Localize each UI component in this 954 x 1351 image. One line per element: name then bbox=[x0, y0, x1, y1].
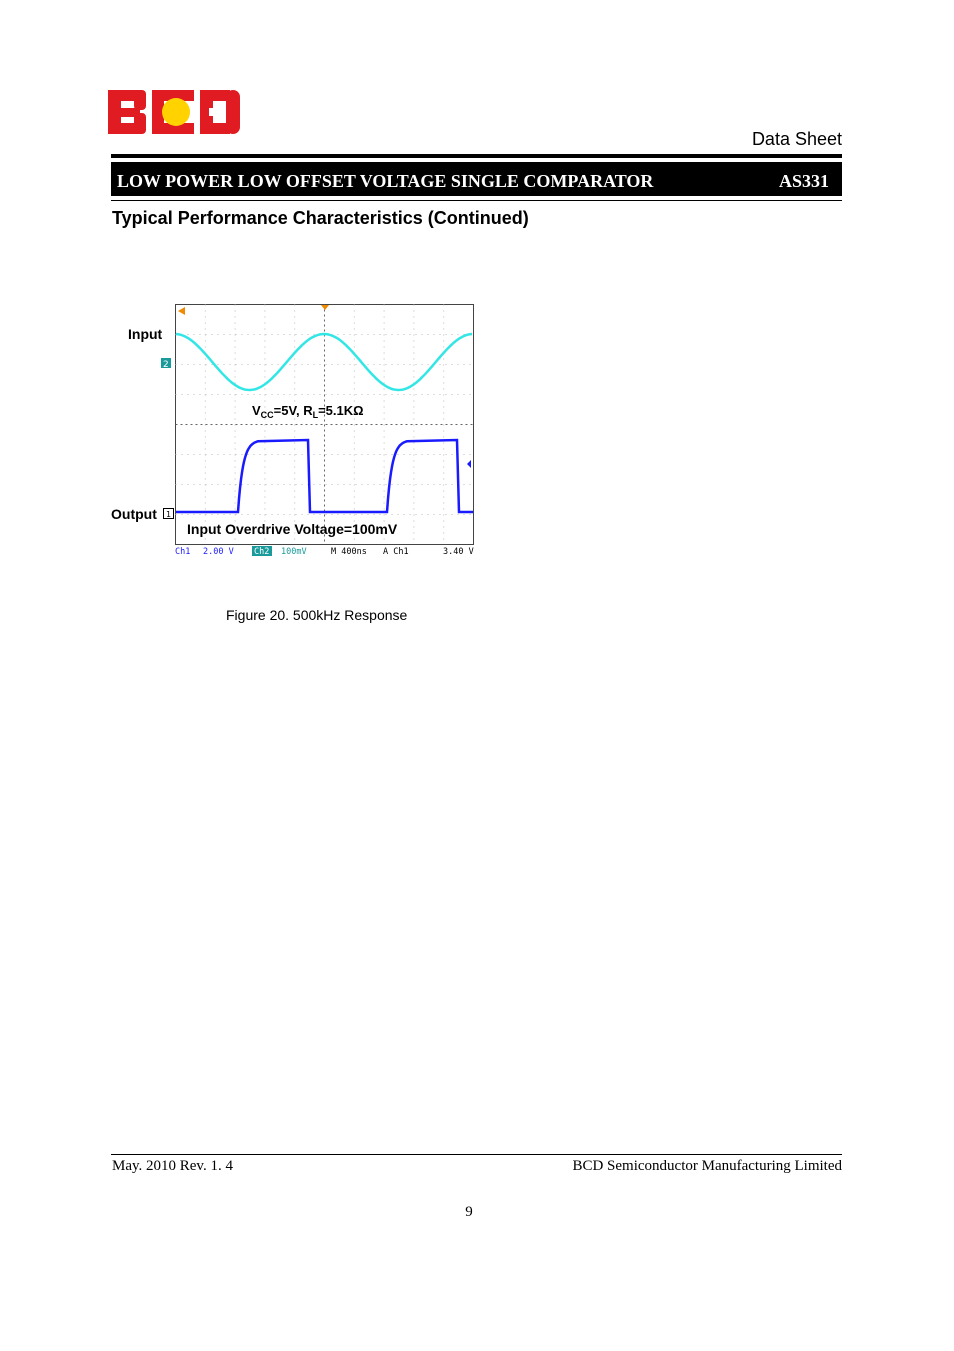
status-time: M 400ns bbox=[331, 547, 367, 556]
status-ch2: Ch2 bbox=[254, 547, 270, 556]
bcd-logo bbox=[108, 88, 242, 136]
figure-caption: Figure 20. 500kHz Response bbox=[226, 607, 408, 623]
page-number: 9 bbox=[465, 1204, 473, 1220]
scope-status-bar bbox=[175, 546, 474, 556]
cond-v: V bbox=[252, 403, 261, 418]
ch1-marker-icon bbox=[163, 508, 174, 519]
footer-date-rev: May. 2010 Rev. 1. 4 bbox=[112, 1158, 233, 1174]
scope-figure bbox=[105, 300, 485, 565]
svg-text:1: 1 bbox=[166, 510, 172, 519]
part-number: AS331 bbox=[778, 171, 829, 191]
header-rule bbox=[111, 154, 842, 158]
cond-mid: =5V, R bbox=[273, 403, 313, 418]
scope-screen bbox=[175, 304, 477, 556]
status-ch2-scale: 100mV bbox=[281, 547, 307, 556]
section-title: Typical Performance Characteristics (Continued) bbox=[112, 208, 529, 228]
cond-sub-l: L bbox=[312, 410, 319, 420]
output-label: Output bbox=[111, 506, 157, 522]
doc-title: LOW POWER LOW OFFSET VOLTAGE SINGLE COMPARATOR bbox=[117, 171, 654, 191]
doc-type: Data Sheet bbox=[751, 129, 842, 149]
footer-company: BCD Semiconductor Manufacturing Limited bbox=[572, 1158, 842, 1174]
status-ch1-scale: 2.00 V bbox=[203, 547, 234, 556]
footer-rule bbox=[111, 1154, 842, 1155]
status-trig-level: 3.40 V bbox=[443, 547, 474, 556]
input-label: Input bbox=[128, 326, 163, 342]
title-rule bbox=[111, 200, 842, 201]
ch2-marker-icon bbox=[161, 358, 171, 368]
cond-sub-cc: CC bbox=[260, 410, 274, 420]
status-ch1: Ch1 bbox=[175, 547, 191, 556]
title-bar bbox=[111, 162, 842, 196]
cond-end: =5.1KΩ bbox=[318, 403, 364, 418]
svg-text:2: 2 bbox=[163, 360, 169, 368]
status-trig: A Ch1 bbox=[383, 547, 409, 556]
overdrive-label: Input Overdrive Voltage=100mV bbox=[187, 521, 398, 537]
